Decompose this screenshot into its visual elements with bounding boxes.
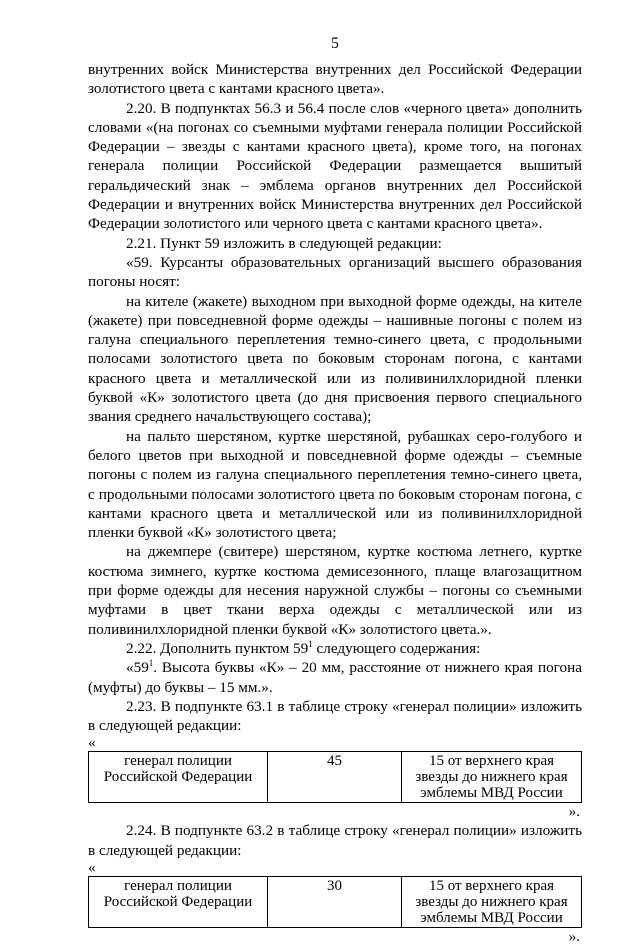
- paragraph-2-20: 2.20. В подпунктах 56.3 и 56.4 после слов «черного цвета» дополнить словами «(на погонах со съемными муфтами генерала полиции Российской Федерации – звезды с кантами красного цвета), кроме того, на погонах генерала полиции Российской Федерации размещается вышитый геральдический знак – эмблема органов внутренних дел Российской Федерации и внутренних войск Министерства внутренних дел Российской Федерации золотистого или черного цвета с кантами красного цвета».: [88, 99, 582, 233]
- document-body: [88, 60, 582, 946]
- note-cell: 15 от верхнего края звезды до нижнего края эмблемы МВД России: [402, 876, 582, 927]
- table-row: [89, 876, 582, 927]
- value-cell: 45: [268, 752, 402, 803]
- table-row: [89, 752, 582, 803]
- paragraph-2-21: 2.21. Пункт 59 изложить в следующей редакции:: [126, 234, 442, 252]
- value-cell: 30: [268, 876, 402, 927]
- open-quote-2: «: [88, 858, 96, 876]
- paragraph-continuation: внутренних войск Министерства внутренних дел Российской Федерации золотистого цвета с кантами красного цвета».: [88, 61, 582, 98]
- rank-cell: генерал полиции Российской Федерации: [89, 876, 268, 927]
- paragraph-kitel: на кителе (жакете) выходном при выходной форме одежды, на кителе (жакете) при повседневной форме одежды – нашивные погоны с полем из галуна специального переплетения темно-синего цвета, с продольными полосами золотистого цвета по боковым сторонам погона, с кантами красного цвета и металлической или из поливинилхлоридной пленки буквой «К» золотистого цвета (до дня присвоения первого специального звания среднего начальствующего состава);: [88, 292, 582, 426]
- table-63-2: [88, 876, 582, 928]
- paragraph-2-24: 2.24. В подпункте 63.2 в таблице строку «генерал полиции» изложить в следующей редакции:: [88, 822, 582, 859]
- table-63-1: [88, 751, 582, 803]
- close-quote-1: ».: [568, 803, 580, 821]
- paragraph-dzhemper: на джемпере (свитере) шерстяном, куртке костюма летнего, куртке костюма зимнего, куртке костюма демисезонного, плаще влагозащитном при форме одежды для несения наружной службы – погоны со съемными муфтами в цвет ткани верха одежды с металлической или из поливинилхлоридной пленки буквой «К» золотистого цвета.».: [88, 543, 582, 638]
- paragraph-palto: на пальто шерстяном, куртке шерстяной, рубашках серо-голубого и белого цветов при выходной и повседневной форме одежды – съемные погоны с полем из галуна специального переплетения темно-синего цвета, с продольными полосами золотистого цвета по боковым сторонам погона, с кантами красного цвета и металлической или из поливинилхлоридной пленки буквой «К» золотистого цвета;: [88, 427, 582, 542]
- paragraph-2-23: 2.23. В подпункте 63.1 в таблице строку «генерал полиции» изложить в следующей редакции:: [88, 697, 582, 735]
- note-cell: 15 от верхнего края звезды до нижнего края эмблемы МВД России: [402, 752, 582, 803]
- paragraph-59-1: «$59^1$. Высота буквы «К» – 20 мм, расстояние от нижнего края погона (муфты) до буквы – 15 мм.».: [88, 658, 582, 696]
- document-page: [88, 0, 582, 945]
- open-quote-1: «: [88, 734, 96, 752]
- paragraph-2-22: 2.22. Дополнить пунктом $59^1$ следующего содержания:: [126, 638, 481, 657]
- close-quote-2: ».: [568, 927, 580, 945]
- page-number: 5: [331, 35, 339, 52]
- paragraph-59: «59. Курсанты образовательных организаций высшего образования погоны носят:: [88, 253, 582, 291]
- rank-cell: генерал полиции Российской Федерации: [89, 752, 268, 803]
